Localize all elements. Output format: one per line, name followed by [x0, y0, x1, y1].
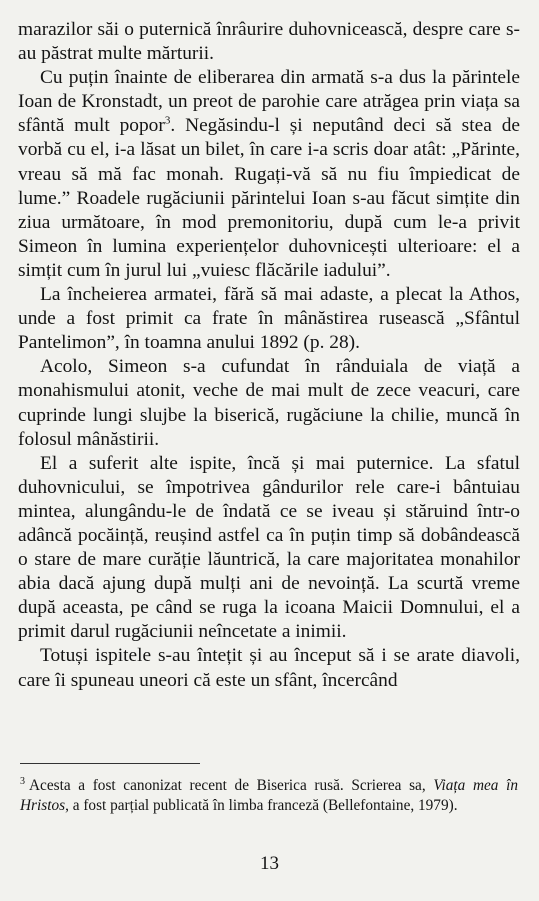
paragraph-kronstadt — [18, 66, 520, 283]
body-text — [18, 18, 520, 693]
footnote-divider — [20, 763, 200, 764]
paragraph-athos: La încheierea armatei, fără să mai adaste, a plecat la Athos, unde a fost primit ca frate în mânăstirea rusească „Sfântul Pantelimon”, în toamna anului 1892 (p. 28). — [18, 284, 520, 354]
page-number: 13 — [260, 853, 279, 874]
paragraph-text: . Negăsindu-l și neputând deci să stea de vorbă cu el, i-a lăsat un bilet, în care i-a scris doar atât: „Părinte, vreau să mă fac monah. Rugați-vă să nu fiu împiedicat de lume.” Roadele rugăciunii părintelui Ioan s-au făcut simțite din ziua următoare, în mod premonitoriu, după cum le-a privit Simeon în lumina experiențelor duhovnicești ulterioare: el a simțit cum în jurul lui „vuiesc flăcările iadului”. — [18, 115, 520, 281]
footnote-reference[interactable]: 3 — [164, 114, 171, 127]
footnote-text: Acesta a fost canonizat recent de Biserica rusă. Scrierea sa, — [29, 777, 434, 794]
footnote — [20, 776, 518, 816]
paragraph-monasticism: Acolo, Simeon s-a cufundat în rânduiala de viață a monahismului atonit, veche de mai mult de zece veacuri, care cuprinde lungi slujbe la biserică, rugăciune la chilie, muncă în folosul mânăstirii. — [18, 356, 520, 450]
paragraph-text: Cu puțin înainte de eliberarea din armată s-a dus la părintele Ioan de Kronstadt, un preot de parohie care atrăgea prin viața sa sfântă mult popor — [18, 67, 520, 137]
footnote-book-title: Viața mea în Hristos — [20, 777, 518, 814]
footnote-text: , a fost parțial publicată în limba franceză (Bellefontaine, 1979). — [65, 797, 458, 814]
paragraph-temptations: El a suferit alte ispite, încă și mai puternice. La sfatul duhovnicului, se împotrivea gândurilor rele care-i bântuiau mintea, alungându-le de îndată ce se iveau și stăruind într-o adâncă pocăință, reușind astfel ca în puțin timp să dobândească o stare de mare curăție lăuntrică, la care majoritatea monahilor abia dacă ajung după mulți ani de nevoință. La scurtă vreme după aceasta, pe când se ruga la icoana Maicii Domnului, el a primit darul rugăciunii neîncetate a inimii. — [18, 452, 520, 643]
paragraph-continued: marazilor săi o puternică înrâurire duhovnicească, despre care s-au păstrat multe mărturii. — [18, 19, 520, 65]
paragraph-devils: Totuși ispitele s-au întețit și au început să i se arate diavoli, care îi spuneau uneori că este un sfânt, încercând — [18, 645, 520, 691]
footnote-number: 3 — [20, 775, 25, 787]
